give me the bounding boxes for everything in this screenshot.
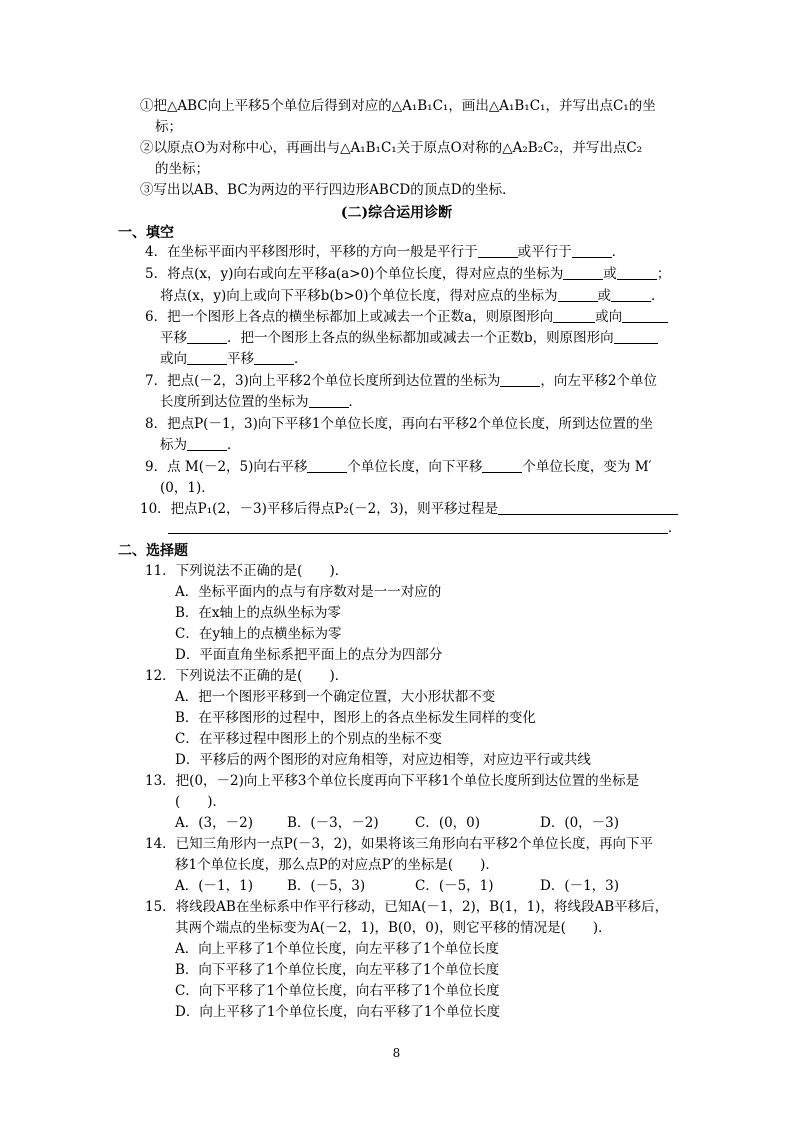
answer-blank [498,501,678,515]
question-5-line-2: 将点(x，y)向上或向下平移b(b>0)个单位长度，得对应点的坐标为 或 ． [160,288,665,304]
q12-option-a: A．把一个图形平移到一个确定位置，大小形状都不变 [175,689,496,705]
q11-option-b: B．在x轴上的点纵坐标为零 [175,605,342,621]
q11-option-a: A．坐标平面内的点与有序数对是一一对应的 [175,584,442,600]
answer-blank [478,244,518,258]
question-14-line-1: 14．已知三角形内一点P(－3，2)，如果将该三角形向右平移2个单位长度，再向下平 [145,836,654,852]
question-13-line-2: ( )． [175,794,227,810]
question-6-line-3: 或向 平移 ． [160,351,308,367]
answer-blank [168,520,668,534]
answer-blank [622,309,668,323]
question-5-line-1: 5．将点(x，y)向右或向左平移a(a>0)个单位长度，得对应点的坐标为 或 ； [145,266,671,282]
question-11: 11．下列说法不正确的是( )． [145,563,349,579]
q12-option-b: B．在平移图形的过程中，图形上的各点坐标发生同样的变化 [175,710,536,726]
q15-option-b: B．向下平移了1个单位长度，向左平移了1个单位长度 [175,962,500,978]
question-7-line-2: 长度所到达位置的坐标为 ． [160,394,362,410]
q14-option-c: C．(－5，1) [415,878,494,894]
intro-line-3: ②以原点O为对称中心，再画出与△A₁B₁C₁关于原点O对称的△A₂B₂C₂，并写出点C₂ [140,140,643,156]
question-6-line-1: 6．把一个图形上各点的横坐标都加上或减去一个正数a，则原图形向 或向 [145,308,668,326]
answer-blank [254,351,294,365]
question-10-line-1: 10．把点P₁(2，－3)平移后得点P₂(－2，3)，则平移过程是 [140,500,678,518]
answer-blank [614,330,658,344]
intro-line-1: ①把△ABC向上平移5个单位后得到对应的△A₁B₁C₁，画出△A₁B₁C₁，并写出点C₁的坐 [140,98,656,114]
q12-option-c: C．在平移过程中图形上的个别点的坐标不变 [175,731,442,747]
question-12: 12．下列说法不正确的是( )． [145,668,349,684]
answer-blank [187,437,227,451]
q12-option-d: D．平移后的两个图形的对应角相等，对应边相等，对应边平行或共线 [175,752,591,768]
q14-option-b: B．(－5，3) [287,878,366,894]
q11-option-c: C．在y轴上的点横坐标为零 [175,626,342,642]
question-6-line-2: 平移 ．把一个图形上各点的纵坐标都加或减去一个正数b，则原图形向 [160,329,658,347]
q15-option-a: A．向上平移了1个单位长度，向左平移了1个单位长度 [175,941,499,957]
answer-blank [617,266,657,280]
answer-blank [553,309,595,323]
intro-line-2: 标； [155,119,182,135]
subsection-title: (二)综合运用诊断 [340,205,453,221]
fill-heading: 一、填空 [118,225,174,241]
answer-blank [187,351,227,365]
question-9-line-1: 9．点 M(－2，5)向右平移 个单位长度，向下平移 个单位长度，变为 M′ [145,459,652,475]
question-8-line-1: 8．把点P(－1，3)向下平移1个单位长度，再向右平移2个单位长度，所到达位置的坐 [145,416,654,432]
answer-blank [611,288,651,302]
q11-option-d: D．平面直角坐标系把平面上的点分为四部分 [175,647,443,663]
page-number: 8 [392,1046,401,1060]
answer-blank [500,373,540,387]
question-4: 4．在坐标平面内平移图形时，平移的方向一般是平行于 或平行于 ． [145,244,626,260]
intro-line-4: 的坐标； [155,161,209,177]
answer-blank [482,459,522,473]
question-13-line-1: 13．把(0，－2)向上平移3个单位长度再向下平移1个单位长度所到达位置的坐标是 [145,773,640,789]
question-15-line-2: 其两个端点的坐标变为A(－2，1)，B(0，0)，则它平移的情况是( )． [175,920,612,936]
question-14-line-2: 移1个单位长度，那么点P的对应点P′的坐标是( )． [175,857,499,873]
answer-blank [307,459,347,473]
answer-blank [558,288,598,302]
q13-option-d: D．(0，－3) [540,815,620,831]
question-15-line-1: 15．将线段AB在坐标系中作平行移动，已知A(－1，2)，B(1，1)，将线段AB平移后， [145,899,669,915]
q13-option-a: A．(3，－2) [175,815,253,831]
question-9-line-2: (0，1)． [160,480,215,496]
choice-heading: 二、选择题 [118,543,188,559]
q15-option-c: C．向下平移了1个单位长度，向右平移了1个单位长度 [175,983,500,999]
question-7-line-1: 7．把点(－2，3)向上平移2个单位长度所到达位置的坐标为 ，向左平移2个单位 [145,373,657,389]
q13-option-b: B．(－3，－2) [287,815,379,831]
q14-option-a: A．(－1，1) [175,878,253,894]
answer-blank [572,244,612,258]
q13-option-c: C．(0，0) [415,815,481,831]
question-10-line-2: ． [168,519,682,537]
answer-blank [309,394,349,408]
q14-option-d: D．(－1，3) [540,878,620,894]
intro-line-5: ③写出以AB、BC为两边的平行四边形ABCD的顶点D的坐标． [140,182,516,198]
q15-option-d: D．向上平移了1个单位长度，向右平移了1个单位长度 [175,1004,501,1020]
answer-blank [187,330,227,344]
answer-blank [563,266,603,280]
question-8-line-2: 标为 ． [160,437,241,453]
